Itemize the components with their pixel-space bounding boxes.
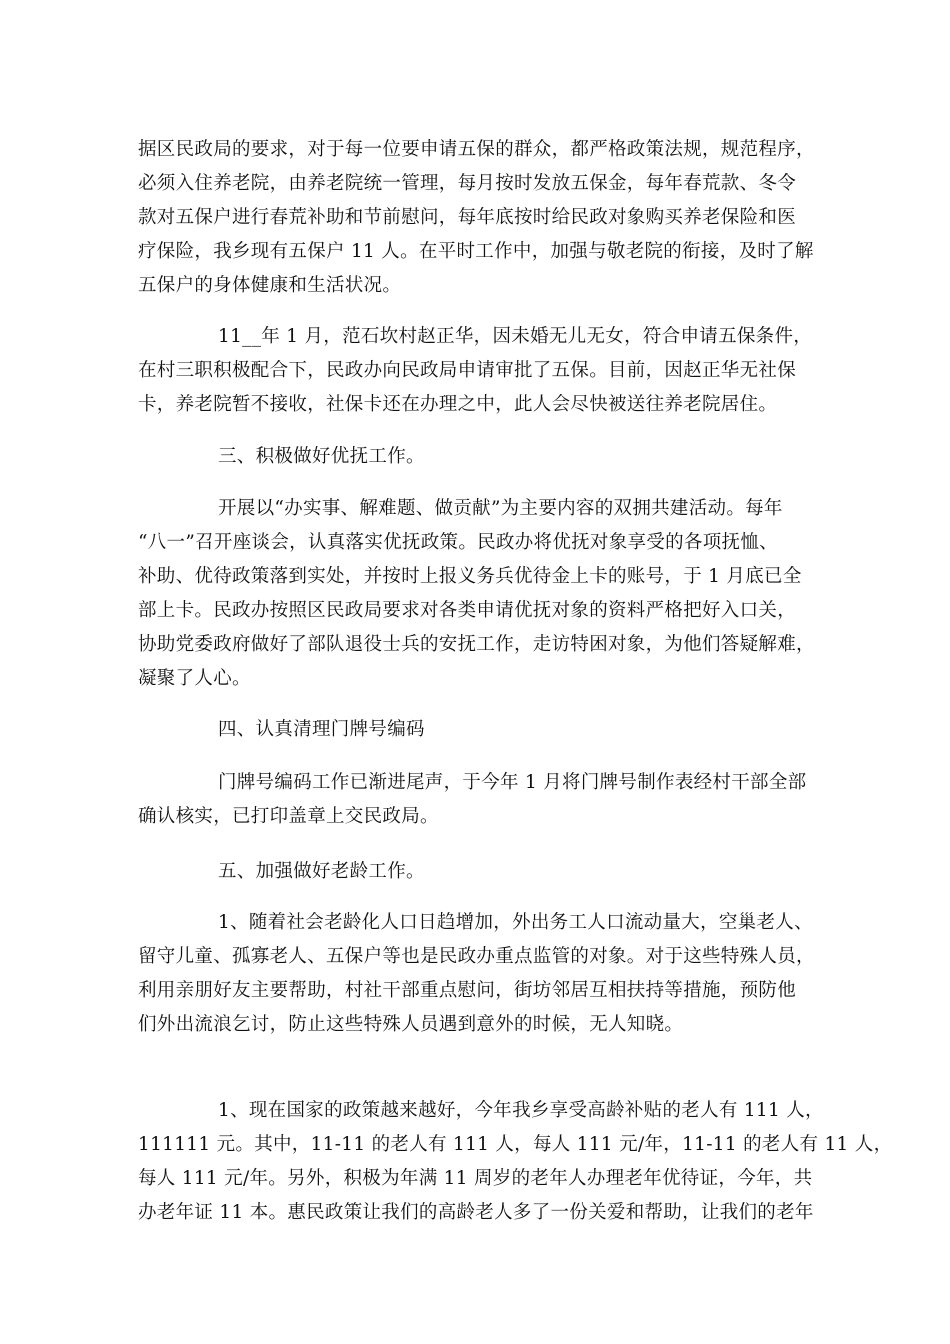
text-line: 留守儿童、孤寡老人、五保户等也是民政办重点监管的对象。对于这些特殊人员，: [138, 946, 815, 967]
text-line: 门牌号编码工作已渐进尾声，于今年 1 月将门牌号制作表经村干部全部: [218, 772, 807, 793]
section-heading-5: [138, 855, 828, 889]
text-line: 疗保险，我乡现有五保户 11 人。在平时工作中，加强与敬老院的衔接，及时了解: [138, 241, 814, 262]
text-line: 补助、优待政策落到实处，并按时上报义务兵优待金上卡的账号，于 1 月底已全: [138, 566, 802, 587]
paragraph-house-numbers: [138, 766, 828, 834]
text-line: 11__年 1 月，范石坎村赵正华，因未婚无儿无女，符合申请五保条件，: [218, 326, 813, 347]
text-line: 办老年证 11 本。惠民政策让我们的高龄老人多了一份关爱和帮助，让我们的老年: [138, 1202, 814, 1223]
paragraph-wubao-policy: [138, 133, 828, 303]
text-line: 必须入住养老院，由养老院统一管理，每月按时发放五保金，每年春荒款、冬令: [138, 173, 797, 194]
paragraph-zhao-zhenghua-case: [138, 320, 828, 422]
text-line: 确认核实，已打印盖章上交民政局。: [138, 806, 439, 827]
text-line: 凝聚了人心。: [138, 668, 251, 689]
text-line: 们外出流浪乞讨，防止这些特殊人员遇到意外的时候，无人知晓。: [138, 1014, 684, 1035]
text-line: 五保户的身体健康和生活状况。: [138, 275, 402, 296]
text-line: 协助党委政府做好了部队退役士兵的安抚工作，走访特困对象，为他们答疑解难，: [138, 634, 815, 655]
paragraph-elderly-subsidy: [138, 1094, 893, 1230]
text-line: 利用亲朋好友主要帮助，村社干部重点慰问，街坊邻居互相扶持等措施，预防他: [138, 980, 797, 1001]
text-line: 卡，养老院暂不接收，社保卡还在办理之中，此人会尽快被送往养老院居住。: [138, 394, 778, 415]
text-line: 每人 111 元/年。另外，积极为年满 11 周岁的老年人办理老年优待证，今年，共: [138, 1168, 813, 1189]
text-line: “八一”召开座谈会，认真落实优抚政策。民政办将优抚对象享受的各项抚恤、: [138, 532, 778, 553]
text-line: 款对五保户进行春荒补助和节前慰问，每年底按时给民政对象购买养老保险和医: [138, 207, 797, 228]
text-line: 部上卡。民政办按照区民政局要求对各类申请优抚对象的资料严格把好入口关，: [138, 600, 797, 621]
paragraph-elderly-monitoring: [138, 906, 828, 1042]
section-heading-4: [138, 713, 828, 747]
heading-text: 五、加强做好老龄工作。: [218, 861, 425, 882]
heading-text: 三、积极做好优抚工作。: [218, 446, 425, 467]
paragraph-preferential-care: [138, 492, 828, 696]
heading-text: 四、认真清理门牌号编码: [218, 719, 425, 740]
text-line: 1、随着社会老龄化人口日趋增加，外出务工人口流动量大，空巢老人、: [218, 912, 813, 933]
text-line: 1、现在国家的政策越来越好，今年我乡享受高龄补贴的老人有 111 人，: [218, 1100, 824, 1121]
section-heading-3: [138, 440, 828, 474]
text-line: 在村三职积极配合下，民政办向民政局申请审批了五保。目前，因赵正华无社保: [138, 360, 797, 381]
text-line: 据区民政局的要求，对于每一位要申请五保的群众，都严格政策法规，规范程序，: [138, 139, 815, 160]
text-line: 开展以“办实事、解难题、做贡献”为主要内容的双拥共建活动。每年: [218, 498, 783, 519]
text-line: 111111 元。其中，11-11 的老人有 111 人，每人 111 元/年，11-11 的老人有 11 人，: [138, 1134, 893, 1155]
